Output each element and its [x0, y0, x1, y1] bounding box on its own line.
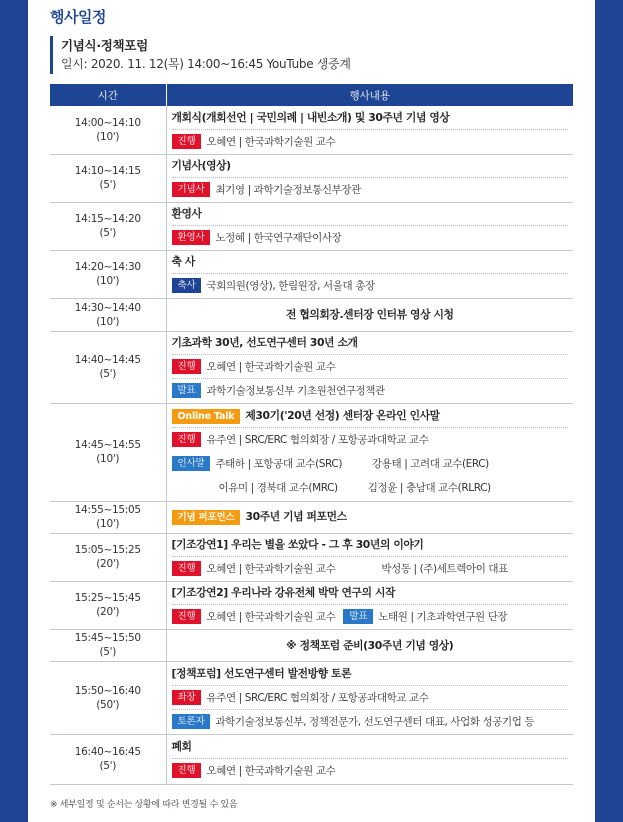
role-tag: 발표 [343, 609, 373, 624]
content-cell [166, 501, 573, 533]
time-cell: 16:40~16:45 (5') [50, 734, 166, 784]
session-title: Online Talk 제30기('20년 선정) 센터장 온라인 인사말 [172, 405, 569, 427]
speaker-line: 좌장 유주연 | SRC/ERC 협의회장 / 포항공과대학교 교수 [172, 685, 569, 709]
role-tag: 환영사 [172, 230, 211, 245]
role-tag: 진행 [172, 134, 202, 149]
speaker-line: 인사말 주태하 | 포항공대 교수(SRC) 강용태 | 고려대 교수(ERC) [172, 451, 569, 475]
table-row [50, 501, 573, 533]
table-row [50, 250, 573, 298]
speaker-line: 발표 과학기술정보통신부 기초원천연구정책관 [172, 378, 569, 402]
role-tag: 진행 [172, 763, 202, 778]
time-cell: 14:15~14:20 (5') [50, 202, 166, 250]
speaker-line: 진행 오혜연 | 한국과학기술원 교수 박성동 | (주)세트렉아이 대표 [172, 556, 569, 580]
content-cell [166, 403, 573, 501]
column-header-content: 행사내용 [166, 84, 573, 106]
event-info [50, 36, 351, 74]
content-cell [166, 106, 573, 154]
speaker-line: 진행 오혜연 | 한국과학기술원 교수 [172, 354, 569, 378]
event-date: 일시: 2020. 11. 12(목) 14:00~16:45 YouTube 생중계 [61, 57, 351, 71]
table-row [50, 581, 573, 629]
session-title: 기념사(영상) [171, 159, 231, 172]
speaker-line: 진행 오혜연 | 한국과학기술원 교수 [172, 758, 569, 782]
footnote: ※ 세부일정 및 순서는 상황에 따라 변경될 수 있음 [50, 800, 238, 810]
session-title: [기조강연2] 우리나라 강유전체 박막 연구의 시작 [171, 586, 396, 599]
session-title: 기념 퍼포먼스 30주년 기념 퍼포먼스 [172, 506, 569, 528]
time-cell: 15:25~15:45 (20') [50, 581, 166, 629]
speaker-line: 진행 오혜연 | 한국과학기술원 교수 [172, 129, 569, 153]
session-title: 환영사 [171, 207, 202, 220]
time-cell: 14:00~14:10 (10') [50, 106, 166, 154]
schedule-table [50, 84, 573, 785]
time-cell: 14:40~14:45 (5') [50, 331, 166, 403]
session-title: ※ 정책포럼 준비(30주년 기념 영상) [286, 638, 454, 652]
speaker-line: 이유미 | 경북대 교수(MRC) 김정윤 | 충남대 교수(RLRC) [218, 481, 491, 494]
section-heading: 행사일정 [50, 8, 106, 26]
session-title: [기조강연1] 우리는 별을 쏘았다 - 그 후 30년의 이야기 [171, 538, 424, 551]
speaker-line: 축사 국회의원(영상), 한림원장, 서울대 총장 [172, 273, 569, 297]
session-title: 전 협의회장.센터장 인터뷰 영상 시청 [285, 308, 454, 321]
role-tag: 진행 [172, 561, 202, 576]
role-tag: 축사 [172, 278, 202, 293]
time-cell: 14:45~14:55 (10') [50, 403, 166, 501]
content-cell [166, 581, 573, 629]
table-row [50, 331, 573, 403]
content-cell [166, 298, 573, 331]
table-row [50, 661, 573, 734]
session-title: 기초과학 30년, 선도연구센터 30년 소개 [171, 336, 358, 349]
session-title: 폐회 [171, 740, 192, 753]
table-row [50, 106, 573, 154]
role-tag: 인사말 [172, 456, 211, 471]
content-cell [166, 154, 573, 202]
time-cell: 15:05~15:25 (20') [50, 533, 166, 581]
time-cell: 14:30~14:40 (10') [50, 298, 166, 331]
table-row [50, 533, 573, 581]
content-cell [166, 629, 573, 661]
content-cell [166, 250, 573, 298]
table-header-row [50, 84, 573, 106]
role-tag: 좌장 [172, 690, 202, 705]
table-row [50, 629, 573, 661]
table-row [50, 734, 573, 784]
table-row [50, 154, 573, 202]
content-cell [166, 202, 573, 250]
table-row [50, 202, 573, 250]
time-cell: 15:45~15:50 (5') [50, 629, 166, 661]
document-page [28, 0, 595, 822]
content-cell [166, 661, 573, 734]
content-cell [166, 533, 573, 581]
speaker-line: 진행 오혜연 | 한국과학기술원 교수 발표 노태원 | 기초과학연구원 단장 [172, 604, 569, 628]
time-cell: 14:10~14:15 (5') [50, 154, 166, 202]
online-talk-tag: Online Talk [172, 409, 241, 424]
time-cell: 15:50~16:40 (50') [50, 661, 166, 734]
table-row [50, 403, 573, 501]
content-cell [166, 734, 573, 784]
session-title: 개회식(개회선언 | 국민의례 | 내빈소개) 및 30주년 기념 영상 [171, 110, 450, 124]
performance-tag: 기념 퍼포먼스 [172, 510, 241, 525]
speaker-line: 환영사 노정혜 | 한국연구재단이사장 [172, 225, 569, 249]
role-tag: 진행 [172, 609, 202, 624]
role-tag: 토론자 [172, 714, 211, 729]
role-tag: 기념사 [172, 182, 211, 197]
speaker-line: 진행 유주연 | SRC/ERC 협의회장 / 포항공과대학교 교수 [172, 427, 569, 451]
session-title: 축 사 [171, 255, 195, 268]
column-header-time: 시간 [50, 84, 166, 106]
role-tag: 진행 [172, 359, 202, 374]
session-title: [정책포럼] 선도연구센터 발전방향 토론 [171, 666, 352, 680]
table-row [50, 298, 573, 331]
content-cell [166, 331, 573, 403]
event-title: 기념식·정책포럼 [61, 38, 148, 53]
time-cell: 14:20~14:30 (10') [50, 250, 166, 298]
role-tag: 진행 [172, 432, 202, 447]
speaker-line: 토론자 과학기술정보통신부, 정책전문가, 선도연구센터 대표, 사업화 성공기업 등 [172, 709, 569, 733]
role-tag: 발표 [172, 383, 202, 398]
speaker-line: 기념사 최기영 | 과학기술정보통신부장관 [172, 177, 569, 201]
time-cell: 14:55~15:05 (10') [50, 501, 166, 533]
